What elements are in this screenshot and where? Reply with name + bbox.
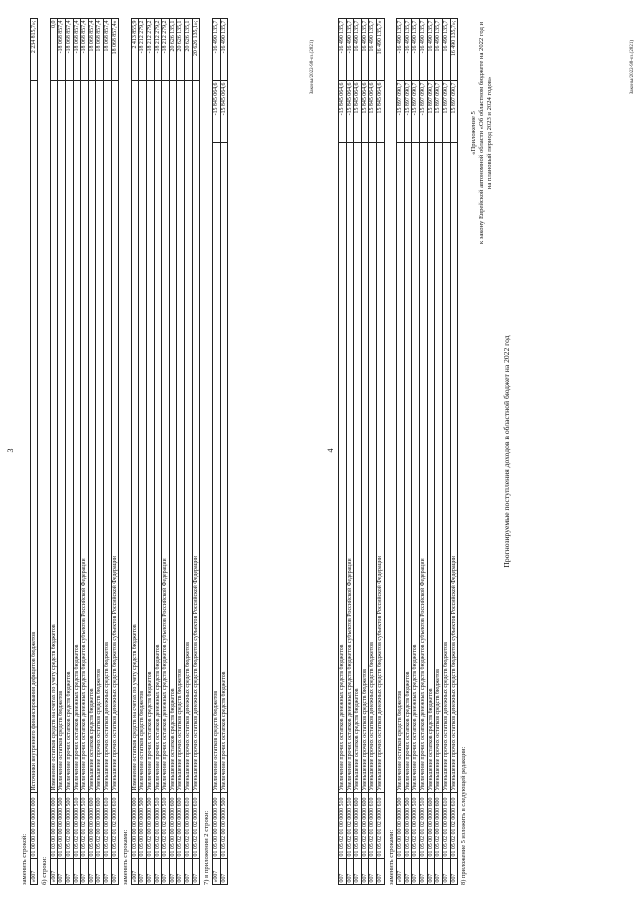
row-value-2: -16 490 135,7 <box>420 19 428 81</box>
row-value-2: 16 490 135,7 <box>354 19 362 81</box>
table-rows-a <box>338 18 385 885</box>
table-row <box>147 19 155 885</box>
row-code: 007 <box>104 859 112 885</box>
row-code: «007 <box>212 859 220 885</box>
row-name: Уменьшение прочих остатков средств бюджетов <box>361 143 369 793</box>
row-value-2: -16 490 135,7 <box>212 19 220 81</box>
table-rows-b <box>50 18 119 885</box>
table-row <box>450 19 458 885</box>
right-page <box>320 0 639 905</box>
row-code: 007 <box>88 859 96 885</box>
row-code: 007 <box>81 859 89 885</box>
row-kbk: 01 05 02 01 00 0000 510 <box>412 793 420 859</box>
row-value-1: -18 212 279,2 <box>147 19 155 81</box>
row-code: «007 <box>50 859 58 885</box>
table-row <box>220 19 228 885</box>
row-kbk: 01 00 00 00 00 0000 000 <box>30 793 38 859</box>
table-row <box>88 19 96 885</box>
row-value-2: 16 490 135,7» <box>377 19 385 81</box>
row-code: 007 <box>420 859 428 885</box>
row-value-2: 16 490 135,7 <box>427 19 435 81</box>
row-name: Увеличение прочих остатков средств бюджетов <box>65 81 73 793</box>
row-name: Уменьшение прочих остатков денежных средств бюджетов <box>442 143 450 793</box>
right-page-content <box>338 18 511 885</box>
row-name: Увеличение прочих остатков денежных средств бюджетов <box>154 81 162 793</box>
row-value-1: 20 626 135,1 <box>177 19 185 81</box>
row-value-1: -15 845 064,6 <box>346 81 354 143</box>
row-value-1: 18 068 857,4 <box>88 19 96 81</box>
row-value-1: 15 845 064,6 <box>377 81 385 143</box>
table-row <box>212 19 220 885</box>
row-code: 007 <box>354 859 362 885</box>
table-row <box>131 19 139 885</box>
row-value-1: -18 212 279,2 <box>139 19 147 81</box>
row-code: 007 <box>361 859 369 885</box>
row-value-1: 18 068 857,4 <box>104 19 112 81</box>
label-replace-rows: заменить строками: <box>122 829 130 885</box>
row-kbk: 01 05 02 01 00 0000 510 <box>73 793 81 859</box>
page-number: 3 <box>6 448 15 453</box>
row-kbk: 01 05 02 00 00 0000 500 <box>220 793 228 859</box>
row-name: Увеличение прочих остатков денежных средств бюджетов субъектов Российской Федерации <box>420 143 428 793</box>
row-value-2: -16 490 135,7 <box>412 19 420 81</box>
row-kbk: 01 05 00 00 00 0000 500 <box>58 793 66 859</box>
label-rows-b: б) строки: <box>41 856 49 885</box>
row-kbk: 01 03 00 00 00 0000 000 <box>50 793 58 859</box>
row-name: Уменьшение прочих остатков денежных средств бюджетов субъектов Российской Федерации <box>450 143 458 793</box>
paragraph-8: 8) приложение 5 изложить в следующей редакции: <box>460 746 468 885</box>
row-kbk: 01 05 02 00 00 0000 500 <box>404 793 412 859</box>
table-row <box>412 19 420 885</box>
row-kbk: 01 05 02 01 02 0000 510 <box>81 793 89 859</box>
row-value-1: -18 212 279,2 <box>162 19 170 81</box>
row-kbk: 01 05 00 00 00 0000 600 <box>88 793 96 859</box>
table-row <box>58 19 66 885</box>
row-name: Уменьшение прочих остатков денежных средств бюджетов <box>369 143 377 793</box>
row-kbk: 01 05 02 01 00 0000 510 <box>339 793 347 859</box>
row-value-1: 18 068 857,4 <box>96 19 104 81</box>
row-name: Увеличение прочих остатков денежных средств бюджетов субъектов Российской Федерации <box>81 81 89 793</box>
row-value-1: -15 897 090,7 <box>404 81 412 143</box>
row-value-2: 16 490 135,7 <box>361 19 369 81</box>
table-row <box>169 19 177 885</box>
row-value-1: -18 068 857,4 <box>65 19 73 81</box>
row-kbk: 01 05 00 00 00 0000 600 <box>427 793 435 859</box>
row-name: Уменьшение прочих остатков денежных средств бюджетов субъектов Российской Федерации <box>111 81 119 793</box>
appendix-header: «Приложение 5 к закону Еврейской автономной области «Об областном бюджете на 2022 год и на плановый период 2023 и 2024 годов» <box>469 21 494 245</box>
table-row <box>154 19 162 885</box>
table-row <box>162 19 170 885</box>
row-name: Уменьшение прочих остатков средств бюджетов <box>96 81 104 793</box>
row-value-2: -16 490 135,7 <box>397 19 405 81</box>
row-kbk: 01 05 00 00 00 0000 500 <box>139 793 147 859</box>
table-row <box>369 19 377 885</box>
left-page-content <box>18 18 228 885</box>
row-value-1: -15 897 090,7 <box>397 81 405 143</box>
row-value-1: -18 068 857,4 <box>73 19 81 81</box>
row-kbk: 01 05 02 00 00 0000 600 <box>361 793 369 859</box>
row-value-1: -18 068 857,4 <box>58 19 66 81</box>
page-number: 4 <box>326 448 335 453</box>
page-footer: Законы/2022-98-оз.(2821) <box>630 40 635 95</box>
table-row <box>111 19 119 885</box>
row-value-1: -18 068 857,4 <box>81 19 89 81</box>
row-kbk: 01 05 02 01 00 0000 610 <box>185 793 193 859</box>
table-row <box>104 19 112 885</box>
row-kbk: 01 05 02 00 00 0000 600 <box>177 793 185 859</box>
row-code: 007 <box>177 859 185 885</box>
row-code: 007 <box>192 859 200 885</box>
row-code: 007 <box>377 859 385 885</box>
row-value-1: -15 897 090,7 <box>420 81 428 143</box>
row-value-1: 15 897 090,7 <box>427 81 435 143</box>
table-row <box>139 19 147 885</box>
row-value-1: -15 897 090,7 <box>412 81 420 143</box>
row-kbk: 01 05 00 00 00 0000 500 <box>397 793 405 859</box>
row-value-2: -16 490 135,7 <box>404 19 412 81</box>
row-code: 007 <box>427 859 435 885</box>
row-kbk: 01 05 02 00 00 0000 500 <box>65 793 73 859</box>
table-row <box>339 19 347 885</box>
table-row <box>65 19 73 885</box>
row-value-1: 15 897 090,7 <box>435 81 443 143</box>
table-row <box>420 19 428 885</box>
table-rows-d <box>212 18 228 885</box>
table-row <box>81 19 89 885</box>
row-name: Увеличение прочих остатков денежных средств бюджетов <box>412 143 420 793</box>
row-value-2: 16 490 135,7 <box>442 19 450 81</box>
row-value-1: 15 897 090,7 <box>442 81 450 143</box>
row-kbk: 01 05 02 01 02 0000 510 <box>420 793 428 859</box>
row-kbk: 01 05 02 01 02 0000 610 <box>377 793 385 859</box>
row-code: 007 <box>339 859 347 885</box>
row-value-1: 20 626 135,1 <box>185 19 193 81</box>
table-row <box>30 19 38 885</box>
row-kbk: 01 05 00 00 00 0000 600 <box>354 793 362 859</box>
row-code: 007 <box>185 859 193 885</box>
row-kbk: 01 05 00 00 00 0000 600 <box>169 793 177 859</box>
row-name: Уменьшение прочих остатков денежных средств бюджетов субъектов Российской Федерации <box>192 81 200 793</box>
table-row <box>346 19 354 885</box>
row-kbk: 01 05 02 01 00 0000 610 <box>104 793 112 859</box>
table-replace-row <box>30 18 39 885</box>
row-name: Уменьшение остатков средств бюджетов <box>88 81 96 793</box>
row-name: Уменьшение прочих остатков денежных средств бюджетов субъектов Российской Федерации <box>377 143 385 793</box>
row-name: Изменение остатков средств на счетах по учету средств бюджетов <box>131 81 139 793</box>
table-rows-b <box>396 18 458 885</box>
row-code: 007 <box>147 859 155 885</box>
row-name: Уменьшение прочих остатков денежных средств бюджетов <box>104 81 112 793</box>
table-row <box>361 19 369 885</box>
row-name: Увеличение остатков средств бюджетов <box>139 81 147 793</box>
row-value-2: -16 490 135,7 <box>346 19 354 81</box>
row-name: Уменьшение прочих остатков средств бюджетов <box>177 81 185 793</box>
table-row <box>397 19 405 885</box>
row-kbk: 01 05 00 00 00 0000 500 <box>212 793 220 859</box>
label-replace-row: заменить строкой: <box>21 833 28 885</box>
document-title: Прогнозируемые поступления доходов в областной бюджет на 2022 год <box>501 335 511 568</box>
row-code: 007 <box>346 859 354 885</box>
row-code: 007 <box>220 859 228 885</box>
table-row <box>192 19 200 885</box>
row-code: 007 <box>442 859 450 885</box>
table-row <box>377 19 385 885</box>
label-appendix-2: 7) в приложении 2 строки: <box>203 810 211 885</box>
row-kbk: 01 05 02 01 02 0000 510 <box>346 793 354 859</box>
table-row <box>73 19 81 885</box>
row-kbk: 01 05 02 01 00 0000 510 <box>154 793 162 859</box>
row-name: Увеличение остатков средств бюджетов <box>58 81 66 793</box>
row-code: 007 <box>404 859 412 885</box>
row-code: 007 <box>111 859 119 885</box>
row-name: Увеличение прочих остатков денежных средств бюджетов <box>73 81 81 793</box>
table-row <box>404 19 412 885</box>
row-name: Увеличение прочих остатков средств бюджетов <box>220 143 228 793</box>
row-value-1: 15 845 064,6 <box>369 81 377 143</box>
row-value-1: -15 845 064,6 <box>339 81 347 143</box>
row-name: Уменьшение прочих остатков средств бюджетов <box>435 143 443 793</box>
row-code: 007 <box>412 859 420 885</box>
table-row <box>435 19 443 885</box>
row-value-2: 16 490 135,7 <box>435 19 443 81</box>
row-name: Увеличение остатков средств бюджетов <box>212 143 220 793</box>
row-value-1: 18 068 857,4» <box>111 19 119 81</box>
row-name: Увеличение прочих остатков средств бюджетов <box>147 81 155 793</box>
row-code: 007 <box>450 859 458 885</box>
row-name: Уменьшение остатков средств бюджетов <box>169 81 177 793</box>
row-code: 007 <box>162 859 170 885</box>
page-footer: Законы/2022-98-оз.(2821) <box>310 40 315 95</box>
row-value-1: -15 845 064,6 <box>220 81 228 143</box>
table-row <box>185 19 193 885</box>
row-code: 007 <box>139 859 147 885</box>
row-value-1: -15 845 064,6 <box>212 81 220 143</box>
row-value-1: 15 845 064,6 <box>354 81 362 143</box>
row-code: 007 <box>169 859 177 885</box>
row-value-1: 2 234 815,7»; <box>30 19 38 81</box>
row-name: Увеличение прочих остатков денежных средств бюджетов субъектов Российской Федерации <box>346 143 354 793</box>
left-page <box>0 0 319 905</box>
row-name: Уменьшение прочих остатков денежных средств бюджетов <box>185 81 193 793</box>
row-value-1: 20 626 135,1 <box>169 19 177 81</box>
row-code: 007 <box>58 859 66 885</box>
row-name: Увеличение остатков средств бюджетов <box>397 143 405 793</box>
row-code: «007 <box>30 859 38 885</box>
row-code: «007 <box>397 859 405 885</box>
table-row <box>442 19 450 885</box>
row-code: 007 <box>435 859 443 885</box>
row-kbk: 01 03 00 00 00 0000 000 <box>131 793 139 859</box>
row-value-2: 16 490 135,7»; <box>450 19 458 81</box>
table-row <box>50 19 58 885</box>
row-value-1: -18 212 279,2 <box>154 19 162 81</box>
row-kbk: 01 05 02 01 02 0000 610 <box>450 793 458 859</box>
row-name: Увеличение прочих остатков средств бюджетов <box>404 143 412 793</box>
table-row <box>354 19 362 885</box>
row-kbk: 01 05 02 01 00 0000 610 <box>442 793 450 859</box>
row-code: 007 <box>73 859 81 885</box>
row-name: Увеличение прочих остатков денежных средств бюджетов <box>339 143 347 793</box>
label-replace-rows: заменить строками: <box>387 829 395 885</box>
row-value-1: 0,0 <box>50 19 58 81</box>
row-kbk: 01 05 02 01 02 0000 610 <box>111 793 119 859</box>
table-row <box>96 19 104 885</box>
row-name: Источники внутреннего финансирования дефицитов бюджетов <box>30 81 38 793</box>
row-code: 007 <box>154 859 162 885</box>
table-rows-c <box>131 18 200 885</box>
row-kbk: 01 05 02 01 02 0000 510 <box>162 793 170 859</box>
row-name: Увеличение прочих остатков денежных средств бюджетов субъектов Российской Федерации <box>162 81 170 793</box>
table-row <box>177 19 185 885</box>
row-kbk: 01 05 02 00 00 0000 600 <box>96 793 104 859</box>
row-code: 007 <box>65 859 73 885</box>
row-code: 007 <box>96 859 104 885</box>
table-row <box>427 19 435 885</box>
row-kbk: 01 05 02 00 00 0000 600 <box>435 793 443 859</box>
row-name: Изменение остатков средств на счетах по учету средств бюджетов <box>50 81 58 793</box>
row-value-1: 20 626 135,1»; <box>192 19 200 81</box>
row-name: Уменьшение остатков средств бюджетов <box>427 143 435 793</box>
row-value-2: -16 490 135,7 <box>339 19 347 81</box>
row-kbk: 01 05 02 01 00 0000 610 <box>369 793 377 859</box>
row-kbk: 01 05 02 01 02 0000 610 <box>192 793 200 859</box>
row-code: 007 <box>369 859 377 885</box>
row-value-1: 15 897 090,7 <box>450 81 458 143</box>
row-value-2: -16 490 135,7 <box>220 19 228 81</box>
row-name: Уменьшение остатков средств бюджетов <box>354 143 362 793</box>
row-value-1: 15 845 064,6 <box>361 81 369 143</box>
row-value-1: 2 413 855,9 <box>131 19 139 81</box>
row-code: «007 <box>131 859 139 885</box>
row-value-2: 16 490 135,7 <box>369 19 377 81</box>
row-kbk: 01 05 02 00 00 0000 500 <box>147 793 155 859</box>
